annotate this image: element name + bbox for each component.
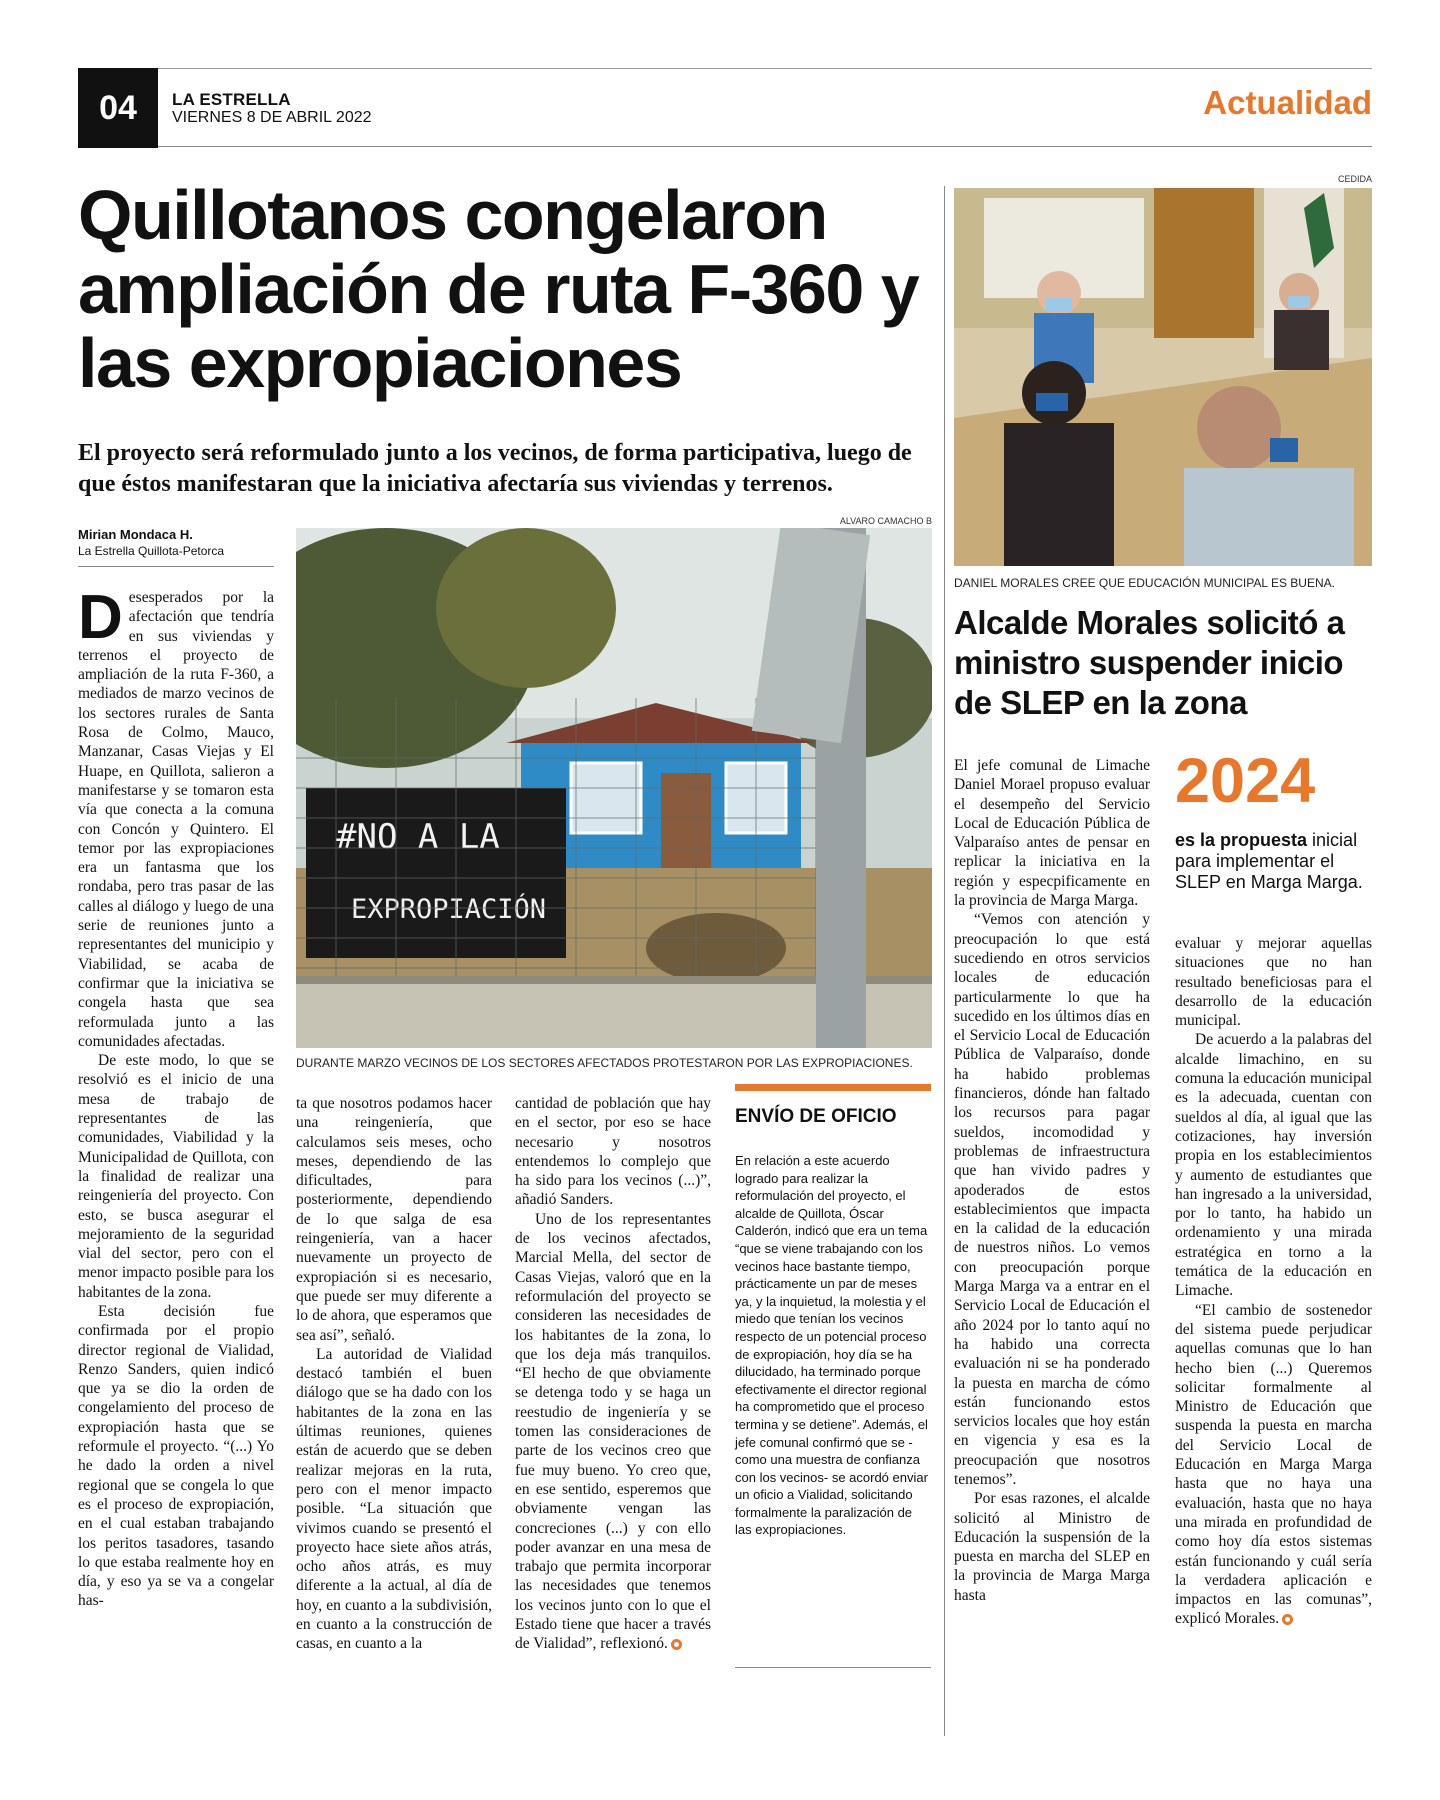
article-subhead: El proyecto será reformulado junto a los vecinos, de forma participativa, luego de que éstos manifestaran que la iniciativa afectaría sus viviendas y terrenos. [78,440,912,497]
main-photo-credit: ALVARO CAMACHO B [839,516,932,526]
paragraph-text: esesperados por la afectación que tendría en sus viviendas y terrenos el proyecto de ampliación de la ruta F-360, a mediados de marzo vecinos de los sectores rurales de Santa Rosa de Colmo, Mauco, Manzanar, Casas Viejas y El Huape, en Quillota, salieron a manifestarse y se tomaron esta vía que conecta a la comuna con Concón y Quintero. El temor por las expropiaciones era un fantasma que los rondaba, pero tras pasar de las calles al diálogo y luego de una serie de reuniones junto a representantes del municipio y Viabilidad, se acaba de confirmar que la iniciativa se congela hasta que sea reformulada junto a las comunidades afectadas. [78,589,274,1050]
article-paragraph: La autoridad de Vialidad destacó también el buen diálogo que se ha dado con los habitantes de la zona en las últimas reuniones, quienes están de acuerdo que se deben realizar mejoras en la ruta, pero con el menor impacto posible. “La situación que vivimos cuando se presentó el proyecto hace siete años atrás, ocho años atrás, es muy diferente a la actual, al día de hoy, en cuanto a la subdivisión, en cuanto a la construcción de casas, en cuanto a la [296,1345,492,1653]
stat-rest-text: inicial para implementar el SLEP en Marga Marga. [1175,830,1363,892]
article-paragraph: cantidad de población que hay en el sector, por eso se hace necesario y nosotros entendemos lo complejo que ha sido para los vecinos (...)”, añadió Sanders. [515,1095,711,1209]
article-paragraph: Por esas razones, el alcalde solicitó al Ministro de Educación la suspensión de la puesta en marcha del SLEP en la provincia de Marga Marga hasta [954,1490,1150,1604]
top-rule [78,68,1372,69]
protest-photo [296,528,932,1048]
page-number: 04 [78,68,158,148]
header-rule [158,146,1372,147]
section-label: Actualidad [1203,84,1372,121]
article-end-icon [1282,1614,1293,1625]
stat-number: 2024 [1175,746,1316,816]
article-paragraph [515,1210,711,1654]
article-paragraph: Esta decisión fue confirmada por el propio director regional de Vialidad, Renzo Sanders, quien indicó que ya se dio la orden de congelamiento del proceso de expropiación hasta que se reformule el proyecto. “(...) Yo he dado la orden a nivel regional que se congela lo que es el proceso de expropiación, en el cual estaban trabajando los peritos tasadores, tasando lo que estaba realmente hoy en día, y eso ya se va a congelar has- [78,1302,274,1610]
article-paragraph: ta que nosotros podamos hacer una reingeniería, que calculamos seis meses, ocho meses, dependiendo de las dificultades, para posteriormente, dependiendo de lo que salga de esa reingeniería, van a hacer nuevamente un proyecto de expropiación si es necesario, que puede ser muy diferente a lo de ahora, que esperamos que sea así”, señaló. [296,1095,492,1344]
byline-author: Mirian Mondaca H. [78,527,193,542]
column-divider [944,186,945,1736]
article-paragraph: El jefe comunal de Limache Daniel Morael propuso evaluar el desempeño del Servicio Local de Educación Pública de Valparaíso antes de pensar en replicar la iniciativa en la región y especpificamente en la provincia de Marga Marga. [954,757,1150,910]
stat-bold-text: es la propuesta [1175,830,1308,850]
side-photo-credit: CEDIDA [1337,174,1372,184]
sidebar-bottom-rule [735,1667,931,1668]
article-paragraph [1175,1301,1372,1629]
sidebar-accent-bar [735,1084,931,1091]
article-column-1 [78,583,274,1611]
newspaper-name: LA ESTRELLA [172,90,291,109]
side-article-headline: Alcalde Morales solicitó a ministro suspender inicio de SLEP en la zona [954,604,1345,721]
paragraph-text: “El cambio de sostenedor del sistema puede perjudicar aquellas comunas que lo han hecho bien (...) Queremos solicitar formalmente al Ministro de Educación que suspenda la puesta en marcha del Servicio Local de Educación en Marga Marga hasta que no haya una evaluación, hasta que no haya una mirada en profundidad de como hoy día estos sistemas están funcionando y cuál sería la verdadera aplicación e impactos en las comunas”, explicó Morales. [1175,1301,1372,1628]
side-article-column-2 [1175,934,1372,1629]
side-photo-caption: DANIEL MORALES CREE QUE EDUCACIÓN MUNICIPAL ES BUENA. [954,576,1335,590]
issue-date: VIERNES 8 DE ABRIL 2022 [172,109,372,126]
meeting-photo [954,188,1372,566]
article-headline: Quillotanos congelaron ampliación de ruta F-360 y las expropiaciones [78,176,919,402]
article-paragraph: De acuerdo a la palabras del alcalde limachino, en su comuna la educación municipal es la adecuada, cuentan con sueldos al día, al igual que las cotizaciones, hay inversión propia en los establecimientos y aumento de estudiantes que han ingresado a la universidad, por lo tanto, ha habido un ordenamiento y una mirada estratégica en torno a la temática de la educación en Limache. [1175,1031,1372,1300]
sidebar-text: En relación a este acuerdo logrado para realizar la reformulación del proyecto, el alcalde de Quillota, Óscar Calderón, indicó que era un tema “que se viene trabajando con los vecinos hace bastante tiempo, prácticamente un par de meses ya, y la inquietud, la molestia y el miedo que tenían los vecinos respecto de un potencial proceso de expropiación, hoy día se ha dilucidado, ha terminado porque efectivamente el director regional ha comprometido que el proceso termina y se detiene”. Además, el jefe comunal confirmó que se -como una muestra de confianza con los vecinos- se acordó enviar un oficio a Vialidad, solicitando formalmente la paralización de las expropiaciones. [735,1153,928,1538]
svg-text:EXPROPIACIÓN: EXPROPIACIÓN [351,894,547,925]
main-photo-caption: DURANTE MARZO VECINOS DE LOS SECTORES AFECTADOS PROTESTARON POR LAS EXPROPIACIONES. [296,1056,913,1070]
stat-description [1175,830,1375,893]
article-column-3 [515,1094,711,1654]
byline-organization: La Estrella Quillota-Petorca [78,544,225,558]
side-article-column-1 [954,756,1150,1605]
drop-cap: D [78,583,123,652]
svg-text:#NO A LA: #NO A LA [336,817,500,857]
byline-divider [78,566,274,567]
sidebar-title: ENVÍO DE OFICIO [735,1106,897,1127]
article-column-2 [296,1094,492,1654]
article-paragraph: De este modo, lo que se resolvió es el inicio de una mesa de trabajo de representantes de las comunidades, Viabilidad y la Municipalidad de Quillota, con la finalidad de realizar una reingeniería del proyecto. Con esto, se busca asegurar el mejoramiento de la seguridad vial del sector, pero con el menor impacto posible para los habitantes de la zona. [78,1052,274,1301]
paragraph-text: Uno de los representantes de los vecinos afectados, Marcial Mella, del sector de Casas Viejas, valoró que en la reformulación del proyecto se consideren las necesidades de los habitantes de la zona, lo que los deja más tranquilos. “El hecho de que obviamente se detenga todo y se haga un reestudio de ingeniería y se tomen las consideraciones de parte de los vecinos creo que fue muy bueno. Yo creo que, en ese sentido, esperemos que obviamente vengan las concreciones (...) y con ello poder avanzar en una mesa de trabajo que permita incorporar las necesidades que tenemos los vecinos junto con lo que el Estado tiene que hacer a través de Vialidad”, reflexionó. [515,1210,711,1653]
article-paragraph [78,583,274,1051]
article-paragraph: “Vemos con atención y preocupación lo que está sucediendo en otros servicios locales de educación particularmente lo que ha sucedido en los últimos días en el Servicio Local de Educación Pública de Valparaíso, donde ha habido problemas financieros, dónde han faltado los recursos para pagar sueldos, incomodidad y problemas de infraestructura que han vivido padres y apoderados de estos establecimientos que impacta en la calidad de la educación de nuestros niños. Lo vemos con preocupación porque Marga Marga va a entrar en el Servicio Local de Educación el año 2024 por lo tanto aquí no ha habido una correcta evaluación ni se ha ponderado la puesta en marcha de cómo están funcionando estos servicios locales que hoy están en vigencia y esa es la preocupación que nosotros tenemos”. [954,911,1150,1488]
article-paragraph: evaluar y mejorar aquellas situaciones que no han resultado beneficiosas para el desarrollo de la educación municipal. [1175,935,1372,1030]
article-end-icon [671,1639,682,1650]
